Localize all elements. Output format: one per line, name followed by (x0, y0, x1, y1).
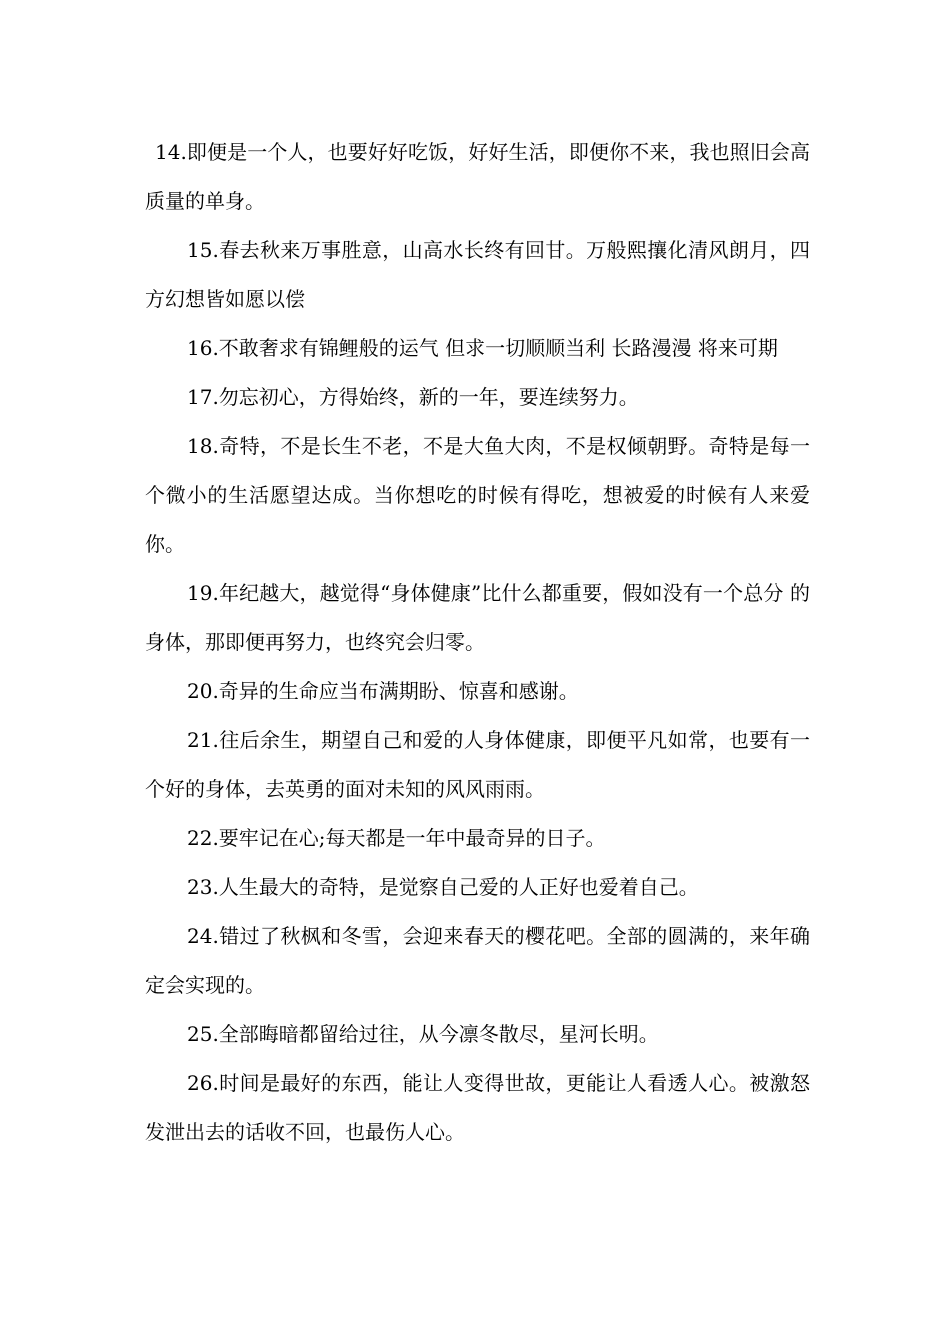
document-body (145, 128, 810, 1157)
paragraph-18: 18.奇特，不是长生不老，不是大鱼大肉，不是权倾朝野。奇特是每一个微小的生活愿望达成。当你想吃的时候有得吃，想被爱的时候有人来爱你。 (145, 434, 810, 556)
paragraph-14: 14.即便是一个人，也要好好吃饭，好好生活，即便你不来，我也照旧会高质量的单身。 (145, 140, 810, 213)
paragraph-17: 17.勿忘初心，方得始终，新的一年，要连续努力。 (187, 385, 639, 409)
paragraph-23: 23.人生最大的奇特，是觉察自己爱的人正好也爱着自己。 (187, 875, 699, 899)
paragraph-22: 22.要牢记在心;每天都是一年中最奇异的日子。 (187, 826, 606, 850)
paragraph-25: 25.全部晦暗都留给过往，从今凛冬散尽，星河长明。 (187, 1022, 659, 1046)
paragraph-21: 21.往后余生，期望自己和爱的人身体健康，即便平凡如常，也要有一个好的身体，去英勇的面对未知的风风雨雨。 (145, 728, 810, 801)
paragraph-16: 16.不敢奢求有锦鲤般的运气 但求一切顺顺当利 长路漫漫 将来可期 (187, 336, 778, 360)
paragraph-19: 19.年纪越大，越觉得“身体健康”比什么都重要，假如没有一个总分 的身体，那即便再努力，也终究会归零。 (145, 581, 810, 654)
paragraph-24: 24.错过了秋枫和冬雪，会迎来春天的樱花吧。全部的圆满的，来年确定会实现的。 (145, 924, 810, 997)
paragraph-20: 20.奇异的生命应当布满期盼、惊喜和感谢。 (187, 679, 579, 703)
paragraph-26: 26.时间是最好的东西，能让人变得世故，更能让人看透人心。被激怒发泄出去的话收不回，也最伤人心。 (145, 1071, 810, 1144)
paragraph-15: 15.春去秋来万事胜意，山高水长终有回甘。万般熙攘化清风朗月，四方幻想皆如愿以偿 (145, 238, 810, 311)
